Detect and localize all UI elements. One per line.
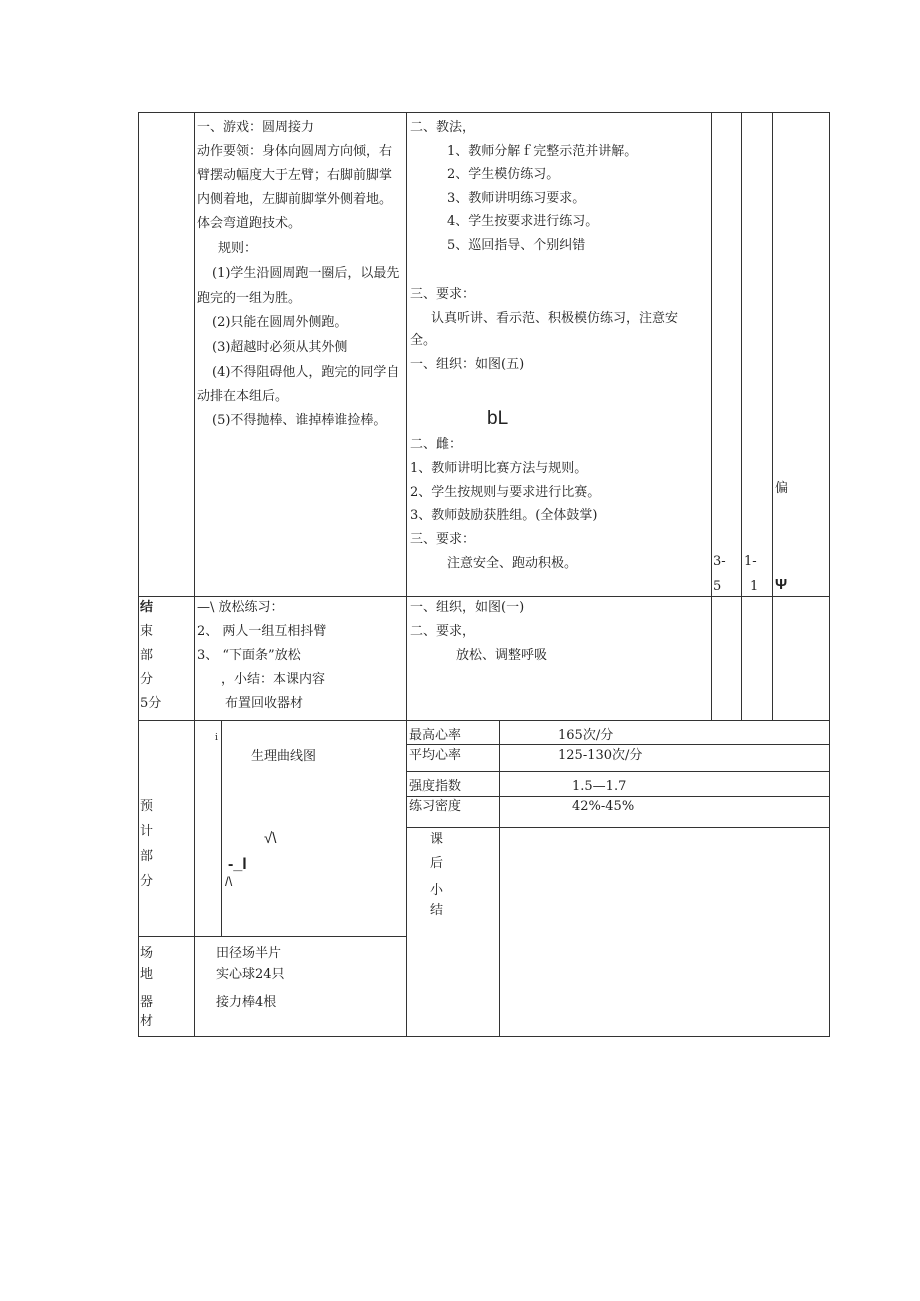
curve-glyph: -_l xyxy=(228,856,247,873)
stat-value: 125-130次/分 xyxy=(558,748,643,763)
summary-label: 课 xyxy=(430,832,444,847)
summary-label: 结 xyxy=(430,903,444,918)
method2-step: 1、教师讲明比赛方法与规则。 xyxy=(410,461,588,476)
summary-label: 后 xyxy=(430,856,444,871)
venue-item: 田径场半片 xyxy=(216,946,282,961)
activity-line: 臂摆动幅度大于左臂；右脚前脚掌 xyxy=(197,168,393,183)
game-title: 一、游戏：圆周接力 xyxy=(197,120,315,135)
ending-method: 二、要求， xyxy=(410,624,476,639)
activity-line: 动作要领：身体向圆周方向倾，右 xyxy=(197,144,393,159)
ending-item: —\ 放松练习： xyxy=(197,600,284,615)
note-bottom: Ψ xyxy=(775,576,788,593)
ending-item: ，小结：本课内容 xyxy=(221,672,326,687)
rule-line: (1)学生沿圆周跑一圈后，以最先 xyxy=(212,266,400,281)
teach-step: 3、教师讲明练习要求。 xyxy=(447,191,586,206)
ending-method: 放松、调整呼吸 xyxy=(456,648,548,663)
note-top: 偏 xyxy=(775,481,789,496)
teach-step: 5、巡回指导、个别纠错 xyxy=(447,238,586,253)
ending-item: 2、 两人一组互相抖臂 xyxy=(197,624,327,639)
activity-line: 内侧着地，左脚前脚掌外侧着地。 xyxy=(197,192,393,207)
teach-step: 2、学生模仿练习。 xyxy=(447,167,560,182)
time-range-b: 5 xyxy=(713,579,722,594)
req2-heading: 三、要求： xyxy=(410,532,476,547)
rule-line: 跑完的一组为胜。 xyxy=(197,291,302,306)
summary-label: 小 xyxy=(430,883,444,898)
teach-step: 4、学生按要求进行练习。 xyxy=(447,214,599,229)
curve-title: 生理曲线图 xyxy=(251,749,317,764)
rule-line: (4)不得阻碍他人，跑完的同学自 xyxy=(212,365,400,380)
stat-label: 强度指数 xyxy=(409,779,462,794)
req-heading: 三、要求： xyxy=(410,287,476,302)
method2-step: 2、学生按规则与要求进行比赛。 xyxy=(410,485,601,500)
venue-item: 实心球24只 xyxy=(216,967,285,982)
stat-label: 最高心率 xyxy=(409,728,462,743)
venue-label: 地 xyxy=(140,967,154,982)
venue-item: 接力棒4根 xyxy=(216,995,277,1010)
ending-method: 一、组织，如图(一) xyxy=(410,600,525,615)
activity-line: 体会弯道跑技术。 xyxy=(197,216,302,231)
teach-step: 1、教师分解ｆ完整示范并讲解。 xyxy=(447,144,638,159)
ending-label: 分 xyxy=(140,672,154,687)
rule-line: (5)不得抛棒、谁掉棒谁捡棒。 xyxy=(212,413,387,428)
time-range-a: 3- xyxy=(713,554,726,569)
rule-line: 动排在本组后。 xyxy=(197,389,289,404)
forecast-label: 部 xyxy=(140,849,154,864)
stat-value: 42%-45% xyxy=(572,799,635,814)
curve-glyph: /\ xyxy=(225,874,233,889)
stat-label: 练习密度 xyxy=(409,799,462,814)
forecast-label: 预 xyxy=(140,799,154,814)
venue-label: 场 xyxy=(140,946,154,961)
ending-duration: 5分 xyxy=(140,696,162,711)
venue-label: 材 xyxy=(140,1014,154,1029)
curve-mark: i xyxy=(215,733,218,743)
method2-heading: 二、雌： xyxy=(410,437,463,452)
count-range-a: 1- xyxy=(744,554,757,569)
ending-label: 结 xyxy=(140,600,154,615)
org-line: 一、组织：如图(五) xyxy=(410,357,525,372)
teach-heading: 二、教法， xyxy=(410,120,476,135)
req-line: 认真听讲、看示范、积极模仿练习，注意安 xyxy=(431,311,679,326)
stat-value: 1.5—1.7 xyxy=(572,779,627,794)
stat-label: 平均心率 xyxy=(409,748,462,763)
req-line: 全。 xyxy=(410,333,437,348)
ending-item: 布置回收器材 xyxy=(225,696,304,711)
ending-item: 3、 “下面条”放松 xyxy=(197,648,301,663)
rule-line: (2)只能在圆周外侧跑。 xyxy=(212,315,348,330)
ending-label: 部 xyxy=(140,648,154,663)
curve-glyph: √\ xyxy=(264,830,277,847)
rule-line: (3)超越时必须从其外侧 xyxy=(212,340,348,355)
figure-label: bL xyxy=(487,408,509,429)
ending-label: 束 xyxy=(140,624,154,639)
req2-text: 注意安全、跑动积极。 xyxy=(447,556,578,571)
rules-heading: 规则： xyxy=(218,241,258,256)
stat-value: 165次/分 xyxy=(558,728,614,743)
forecast-label: 计 xyxy=(140,824,154,839)
method2-step: 3、教师鼓励获胜组。(全体鼓掌) xyxy=(410,508,598,523)
forecast-label: 分 xyxy=(140,874,154,889)
count-range-b: 1 xyxy=(750,579,759,594)
venue-label: 器 xyxy=(140,995,154,1010)
